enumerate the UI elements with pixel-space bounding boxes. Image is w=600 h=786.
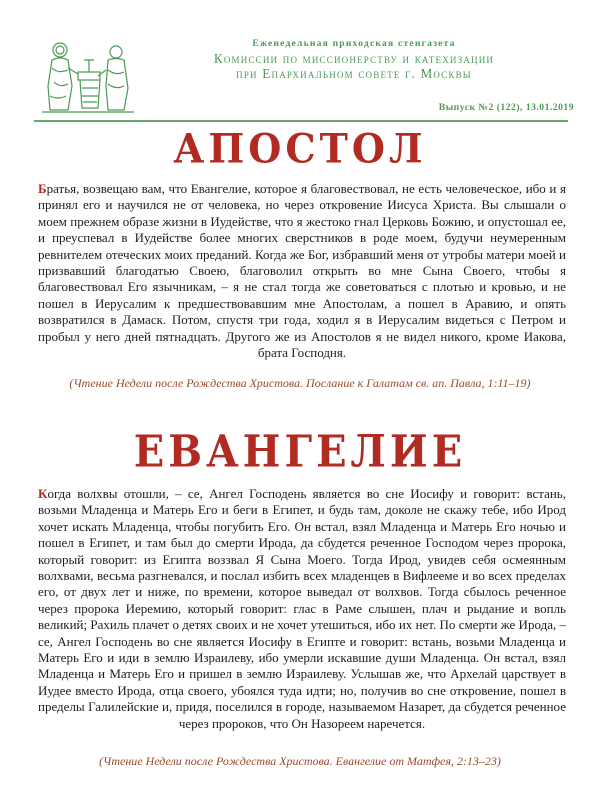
gospel-dropcap: К <box>38 486 48 501</box>
issue-number: Выпуск №2 (122), 13.01.2019 <box>438 102 574 113</box>
apostle-reading-text <box>38 181 566 361</box>
gospel-citation: (Чтение Недели после Рождества Христова. Евангелие от Матфея, 2:13–23) <box>99 754 501 768</box>
apostle-citation: (Чтение Недели после Рождества Христова. Послание к Галатам св. ап. Павла, 1:11–19) <box>69 376 531 390</box>
masthead-council: при Епархиальном совете г. Москвы <box>236 66 472 81</box>
gospel-reading-text <box>38 486 566 732</box>
masthead-commission: Комиссии по миссионерству и катехизации <box>213 51 495 66</box>
section-title-apostle: АПОСТОЛ <box>173 124 427 173</box>
gospel-body: огда волхвы отошли, – се, Ангел Господень является во сне Иосифу и говорит: встань, возьми Младенца и Матерь Его и беги в Египет, и будь там, доколе не скажу тебе, ибо Ирод хочет искать Младенца, чтобы погубить Его. Он встал, взял Младенца и Матерь Его ночью и пошел в Египет, и там был до смерти Ирода, да сбудется реченное Господом через пророка, который говорит: из Египта воззвал Я Сына Моего. Тогда Ирод, увидев себя осмеянным волхвами, весьма разгневался, и послал избить всех младенцев в Вифлееме и во всех пределах его, от двух лет и ниже, по времени, которое выведал от волхвов. Тогда сбылось реченное через пророка Иеремию, который говорит: глас в Раме слышен, плач и рыдание и вопль великий; Рахиль плачет о детях своих и не хочет утешиться, ибо их нет. По смерти же Ирода, – се, Ангел Господень во сне является Иосифу в Египте и говорит: встань, возьми Младенца и Матерь Его и иди в землю Израилеву, ибо умерли искавшие души Младенца. Он встал, взял Младенца и Матерь Его и пришел в землю Израилеву. Услышав же, что Архелай царствует в Иудее вместо Ирода, отца своего, убоялся туда идти; но, получив во сне откровение, пошел в пределы Галилейские и, придя, поселился в городе, называемом Назарет, да сбудется реченное через пророков, что Он Назореем наречется. <box>38 486 566 731</box>
masthead-text <box>144 34 564 81</box>
masthead <box>34 34 574 120</box>
section-title-gospel: ЕВАНГЕЛИЕ <box>133 425 467 478</box>
header-divider <box>34 120 568 122</box>
christ-and-samaritan-woman-at-well-icon <box>38 38 138 114</box>
apostle-dropcap: Б <box>38 181 47 196</box>
masthead-subtitle: Еженедельная приходская стенгазета <box>252 38 456 49</box>
apostle-body: ратья, возвещаю вам, что Евангелие, которое я благовествовал, не есть человеческое, ибо и я принял его и научился не от человека, но через откровение Иисуса Христа. Вы слышали о моем прежнем образе жизни в Иудействе, что я жестоко гнал Церковь Божию, и опустошал ее, и преуспевал в Иудействе более многих сверстников в роде моем, будучи неумеренным ревнителем отеческих моих преданий. Когда же Бог, избравший меня от утробы матери моей и призвавший благодатью Своею, благоволил открыть во мне Сына Своего, чтобы я благовествовал Его язычникам, – я не стал тогда же советоваться с плотью и кровью, и не пошел в Иерусалим к предшествовавшим мне Апостолам, а пошел в Аравию, и опять возвратился в Дамаск. Потом, спустя три года, ходил я в Иерусалим видеться с Петром и пробыл у него дней пятнадцать. Другого же из Апостолов я не видел никого, кроме Иакова, брата Господня. <box>38 181 566 361</box>
